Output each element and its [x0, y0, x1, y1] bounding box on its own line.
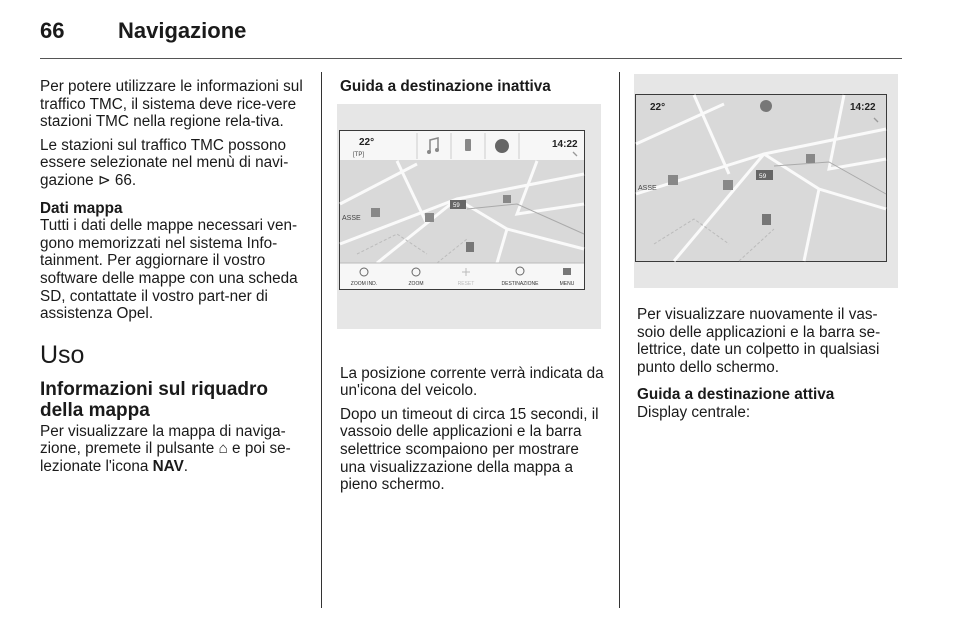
temperature-label: 22° [359, 136, 375, 148]
tmc-stations-paragraph: Le stazioni sul traffico TMC possono essere selezionate nel menù di navi-gazione ⊳ 66. [40, 136, 289, 189]
poi-icon [425, 213, 434, 222]
nav-keyword: NAV [152, 457, 184, 475]
vehicle-icon [466, 242, 474, 252]
poi-icon [503, 195, 511, 203]
subsection-title-map-info: Informazioni sul riquadro della mappa [40, 378, 269, 421]
timeout-paragraph: Dopo un timeout di circa 15 secondi, il vassoio delle applicazioni e la barra selettrice scompaiono per mostrare una visualizzazione della mappa a pieno schermo. [340, 405, 599, 494]
map-data-heading: Dati mappa [40, 199, 123, 217]
active-guidance-heading: Guida a destinazione attiva [637, 386, 835, 404]
column-middle [340, 78, 608, 500]
map-screenshot-fullscreen [634, 74, 898, 288]
poi-icon [371, 208, 380, 217]
place-label: ASSE [342, 214, 361, 222]
header-divider [40, 58, 902, 59]
road-number-label: 59 [759, 173, 767, 180]
map-data-paragraph: Tutti i dati delle mappe necessari ven-gono memorizzati nel sistema Info-tainment. Per aggiornare il vostro software delle mappe con una scheda SD, contattate il vostro part-ner di assistenza Opel. [40, 217, 298, 323]
vehicle-icon [762, 214, 771, 225]
destination-button: DESTINAZIONE [501, 280, 539, 287]
nav-icon [495, 139, 509, 153]
menu-icon [563, 268, 571, 275]
clock-label: 14:22 [850, 102, 876, 113]
temperature-label: 22° [650, 102, 666, 113]
menu-button: MENU [559, 280, 575, 287]
nav-icon [760, 100, 772, 112]
nav-instructions-paragraph: Per visualizzare la mappa di naviga-zione, premete il pulsante ⌂ e poi se-lezionate l'icona NAV. [40, 422, 291, 475]
page-number: 66 [40, 18, 65, 43]
phone-icon [465, 139, 471, 151]
show-tray-paragraph: Per visualizzare nuovamente il vas-soio delle applicazioni e la barra se-lettrice, date un colpetto in qualsiasi punto dello schermo. [637, 306, 881, 376]
inactive-guidance-heading: Guida a destinazione inattiva [340, 78, 551, 95]
central-display-label: Display centrale: [637, 403, 751, 421]
column-divider-1 [321, 72, 322, 608]
place-label: ASSE [638, 185, 657, 192]
poi-icon [806, 154, 815, 163]
page-header [40, 18, 902, 48]
clock-label: 14:22 [552, 138, 578, 150]
map-screen-illustration [337, 104, 601, 329]
section-title-uso: Uso [40, 340, 85, 369]
poi-icon [723, 180, 733, 190]
column-divider-2 [619, 72, 620, 608]
column-right [637, 78, 905, 428]
chapter-title: Navigazione [118, 18, 247, 43]
reset-button: RESET [457, 280, 475, 287]
zoom-button: ZOOM [408, 280, 424, 287]
column-left [40, 78, 308, 482]
vehicle-position-paragraph: La posizione corrente verrà indicata da un'icona del veicolo. [340, 364, 604, 400]
tmc-paragraph: Per potere utilizzare le informazioni sul traffico TMC, il sistema deve rice-vere stazioni TMC nella regione rela-tiva. [40, 78, 303, 131]
map-fullscreen-illustration [634, 74, 898, 288]
road-number-label: 59 [453, 202, 460, 209]
map-screenshot-inactive [337, 104, 601, 329]
tp-label: [TP] [353, 151, 365, 158]
poi-icon [668, 175, 678, 185]
zoom-out-button: ZOOM IND. [350, 280, 378, 287]
